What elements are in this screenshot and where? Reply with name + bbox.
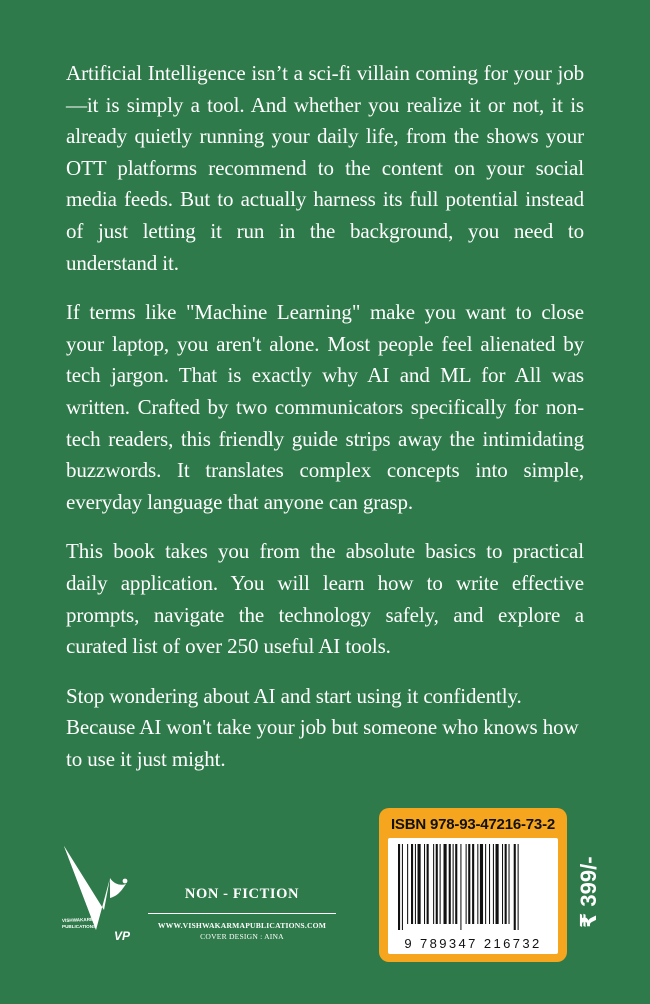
barcode-bar	[496, 844, 499, 924]
barcode-bar	[427, 844, 429, 924]
blurb-paragraph-2: If terms like "Machine Learning" make you want to close your laptop, you aren't alone. Most people feel alienated by tech jargon. That is exactly why AI and ML for All was written. Crafted by two communicators specifically for non-tech readers, this friendly guide strips away the intimidating buzzwords. It translates complex concepts into simple, everyday language that anyone can grasp.	[66, 300, 584, 514]
barcode-bar	[477, 844, 478, 924]
barcode-bar	[468, 844, 470, 924]
blurb	[66, 58, 584, 793]
isbn-digits: 9 789347 216732	[404, 936, 542, 951]
barcode-bar	[402, 844, 403, 930]
genre-label: NON - FICTION	[184, 886, 300, 902]
barcode-bar	[407, 844, 408, 924]
blurb-paragraph-3: This book takes you from the absolute basics to practical daily application. You will learn how to write effective prompts, navigate the technology safely, and explore a curated list of over 250 useful AI tools.	[66, 539, 584, 659]
barcode-bar	[433, 844, 434, 924]
barcode-bar	[518, 844, 519, 930]
cover-design-credit: COVER DESIGN : AINA	[200, 932, 284, 941]
barcode-bar	[436, 844, 438, 924]
barcode-bar	[509, 844, 510, 924]
publisher-website: WWW.VISHWAKARMAPUBLICATIONS.COM	[157, 921, 327, 930]
isbn-label: ISBN 978-93-47216-73-2	[390, 816, 556, 833]
barcode-bar	[460, 844, 461, 930]
price-label: ₹ 399/-	[576, 856, 601, 928]
barcode-bar	[455, 844, 457, 924]
blurb-paragraph-4: Stop wondering about AI and start using it confidently. Because AI won't take your job but someone who knows how to use it just might.	[66, 683, 579, 771]
svg-text:VISHWAKARMA: VISHWAKARMA	[61, 916, 98, 923]
publisher-logo	[52, 838, 144, 942]
isbn-block	[379, 808, 567, 962]
barcode-bar	[466, 844, 467, 924]
barcode-bar	[505, 844, 507, 924]
barcode-bar	[398, 844, 400, 930]
logo-initials: VP	[114, 929, 131, 942]
barcode-bar	[485, 844, 486, 924]
barcode-bar	[418, 844, 421, 924]
barcode-bar	[411, 844, 413, 924]
barcode-bar	[514, 844, 516, 930]
barcode-bar	[493, 844, 494, 924]
barcode-bar	[489, 844, 490, 924]
publisher-logo-icon	[52, 838, 144, 942]
divider	[148, 913, 336, 914]
barcode-bar	[449, 844, 451, 924]
barcode-bar	[424, 844, 425, 924]
svg-text:PUBLICATIONS: PUBLICATIONS	[62, 924, 97, 929]
barcode-bar	[472, 844, 474, 924]
blurb-paragraph-1: Artificial Intelligence isn’t a sci-fi villain coming for your job—it is simply a tool. And whether you realize it or not, it is already quietly running your daily life, from the shows your OTT platforms recommend to the content on your social media feeds. But to actually harness its full potential instead of just letting it run in the background, you need to understand it.	[66, 61, 584, 275]
barcode-bar	[453, 844, 454, 924]
publisher-info	[148, 886, 336, 942]
barcode	[388, 838, 558, 954]
barcode-bar	[440, 844, 441, 924]
barcode-bar	[444, 844, 447, 924]
barcode-bars	[396, 844, 550, 930]
barcode-bar	[502, 844, 503, 924]
barcode-bar	[480, 844, 483, 924]
barcode-bar	[415, 844, 416, 924]
